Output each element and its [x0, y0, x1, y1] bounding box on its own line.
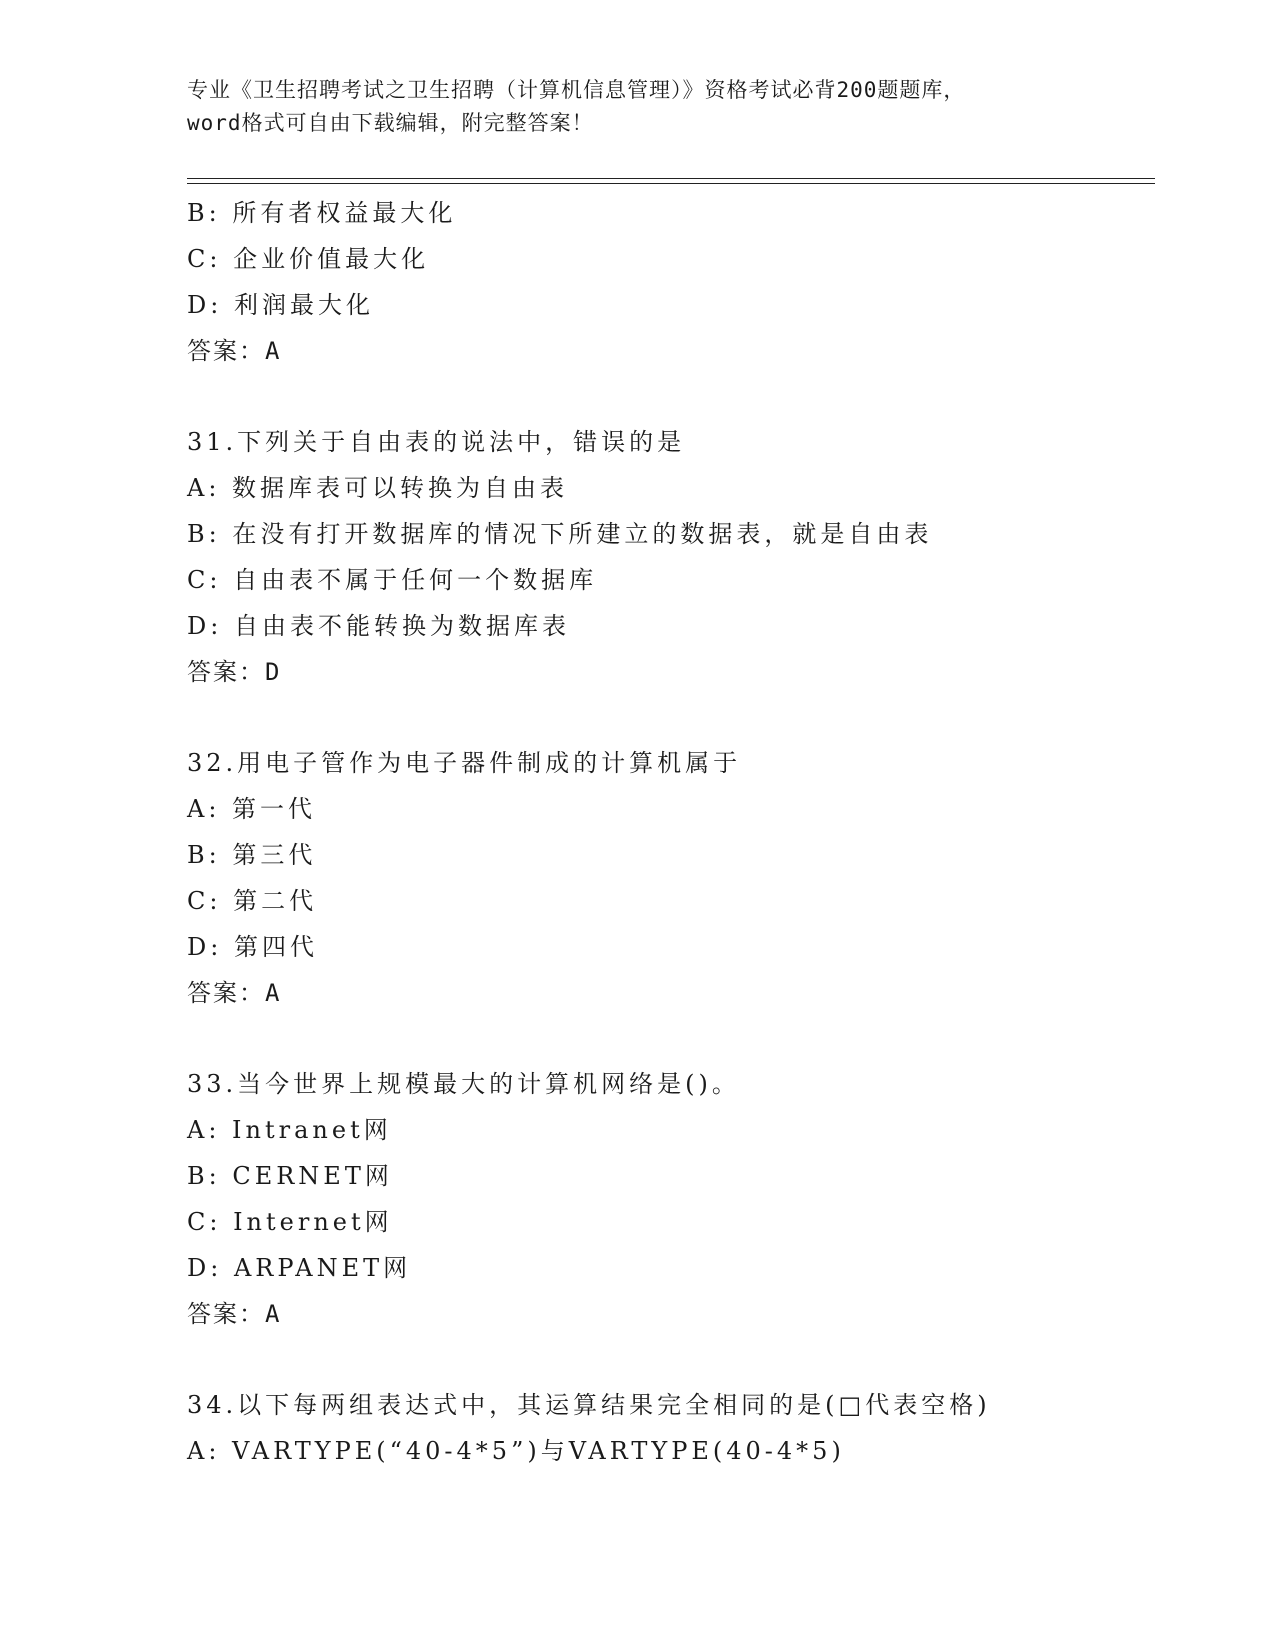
option-b: B: 所有者权益最大化 — [187, 199, 457, 227]
answer-line — [187, 649, 1167, 695]
option-b: B: 第三代 — [187, 841, 317, 869]
document-header — [187, 74, 1087, 140]
answer-label: 答案： — [187, 979, 265, 1007]
answer-line — [187, 1291, 1167, 1337]
header-title-line-2: word格式可自由下载编辑，附完整答案！ — [187, 111, 594, 135]
question-block-32 — [187, 740, 1167, 1016]
header-divider-bottom — [187, 183, 1155, 184]
option-b: B: CERNET网 — [187, 1162, 393, 1190]
answer-value: D — [265, 658, 282, 686]
option-c: C: 企业价值最大化 — [187, 245, 430, 273]
answer-value: A — [265, 979, 282, 1007]
question-block-30 — [187, 190, 1167, 374]
question-text: 31.下列关于自由表的说法中，错误的是 — [187, 428, 686, 456]
option-d: D: 自由表不能转换为数据库表 — [187, 612, 570, 640]
answer-value: A — [265, 337, 282, 365]
option-d: D: 利润最大化 — [187, 291, 374, 319]
option-a: A: Intranet网 — [187, 1116, 392, 1144]
option-c: C: Internet网 — [187, 1208, 393, 1236]
header-divider-top — [187, 178, 1155, 179]
answer-value: A — [265, 1300, 282, 1328]
header-title-line-1: 专业《卫生招聘考试之卫生招聘（计算机信息管理）》资格考试必背200题题库， — [187, 78, 966, 102]
option-d: D: ARPANET网 — [187, 1254, 412, 1282]
answer-line — [187, 970, 1167, 1016]
option-a: A: 数据库表可以转换为自由表 — [187, 474, 569, 502]
option-c: C: 自由表不属于任何一个数据库 — [187, 566, 598, 594]
option-d: D: 第四代 — [187, 933, 318, 961]
question-text: 33.当今世界上规模最大的计算机网络是()。 — [187, 1070, 740, 1098]
option-b: B: 在没有打开数据库的情况下所建立的数据表，就是自由表 — [187, 520, 933, 548]
question-list — [187, 190, 1167, 1474]
answer-label: 答案： — [187, 337, 265, 365]
answer-label: 答案： — [187, 658, 265, 686]
question-block-33 — [187, 1061, 1167, 1337]
question-text: 34.以下每两组表达式中，其运算结果完全相同的是(□代表空格) — [187, 1391, 991, 1419]
option-c: C: 第二代 — [187, 887, 318, 915]
option-a: A: 第一代 — [187, 795, 317, 823]
option-a: A: VARTYPE(“40-4*5”)与VARTYPE(40-4*5) — [187, 1437, 845, 1465]
question-block-34 — [187, 1382, 1167, 1474]
answer-line — [187, 328, 1167, 374]
answer-label: 答案： — [187, 1300, 265, 1328]
question-block-31 — [187, 419, 1167, 695]
question-text: 32.用电子管作为电子器件制成的计算机属于 — [187, 749, 742, 777]
